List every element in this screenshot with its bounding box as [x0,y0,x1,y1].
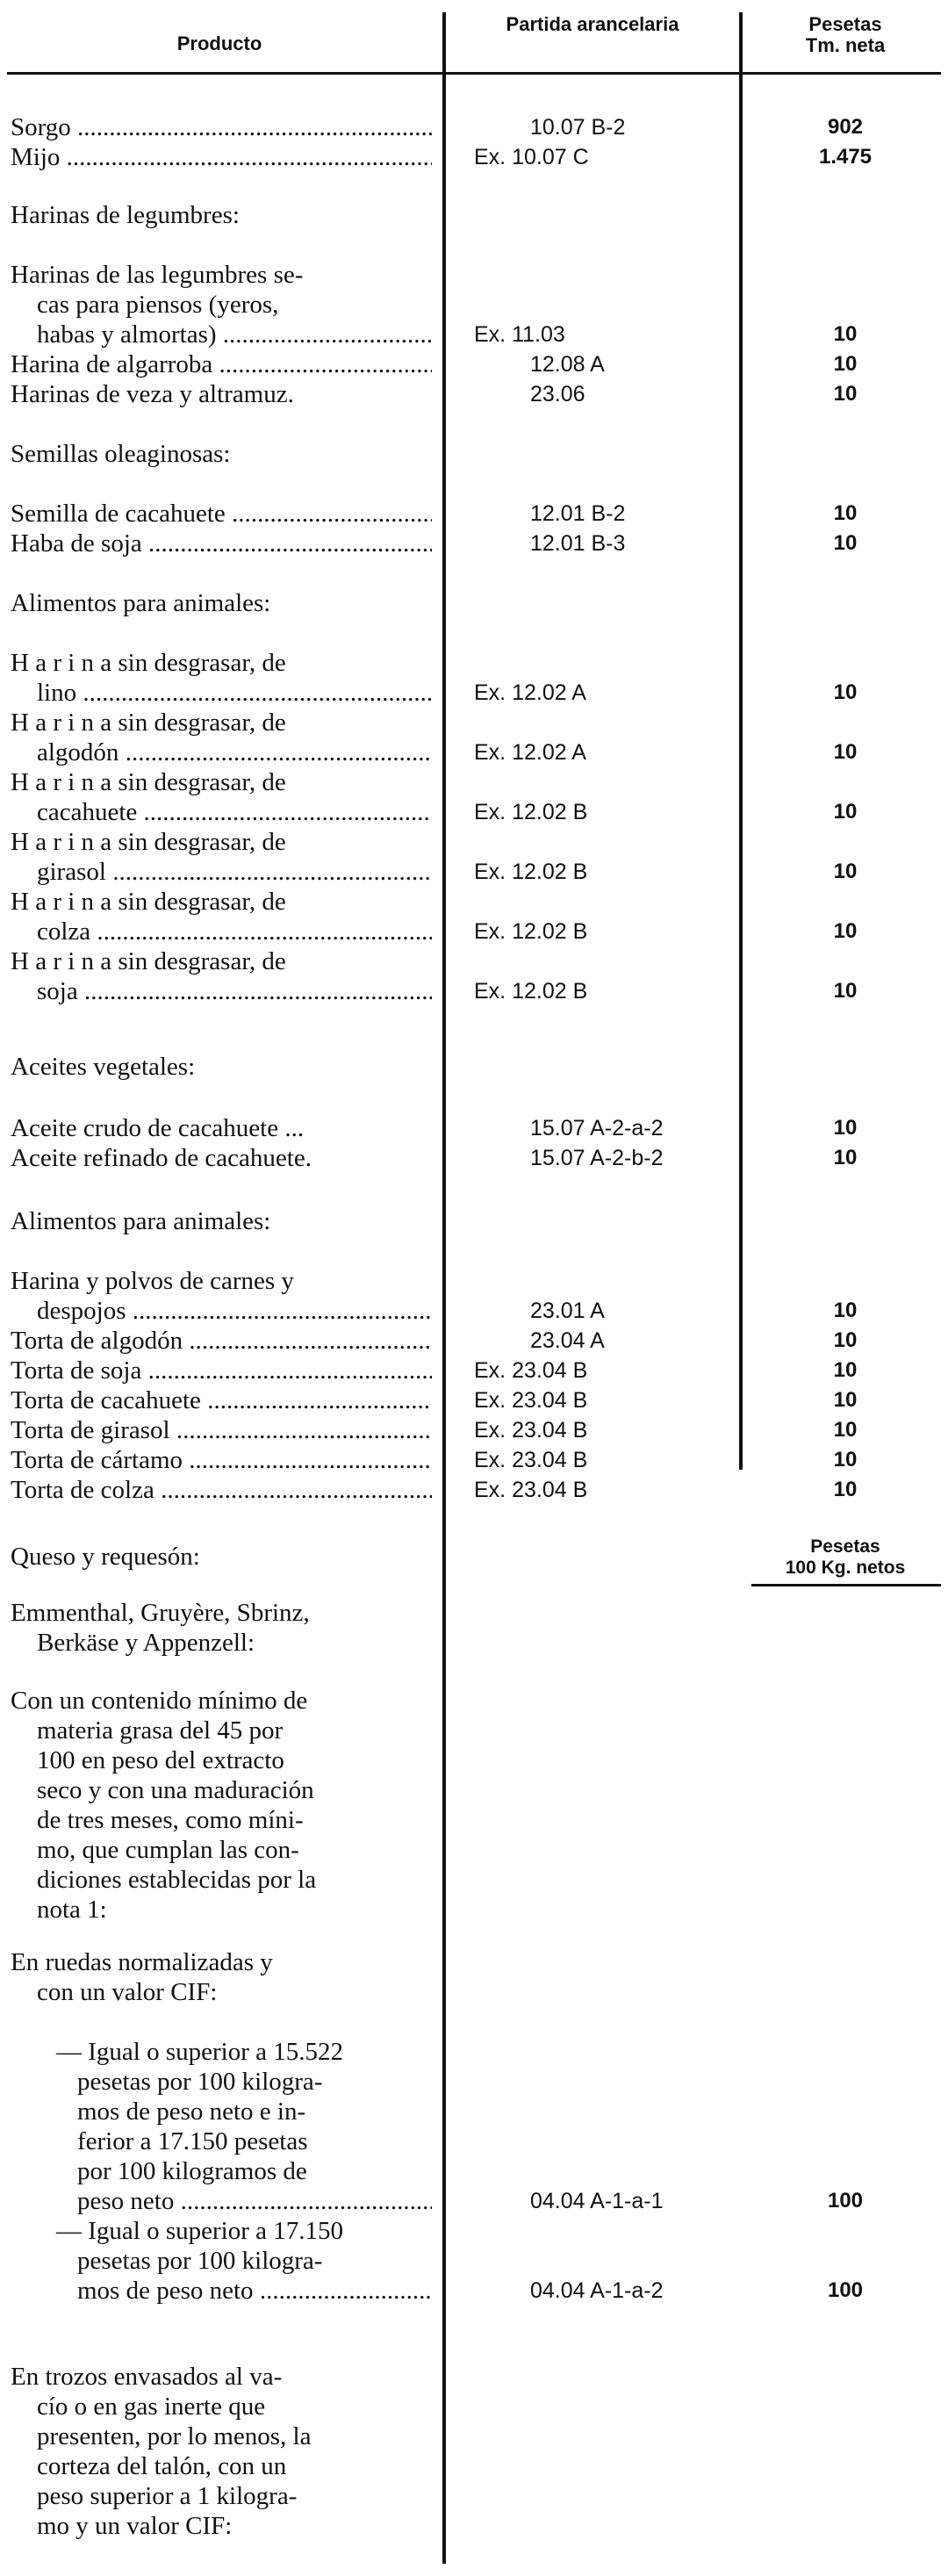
producto-cell: Torta de girasol ..... [11,1415,432,1445]
trozos-text [11,2362,311,2541]
table-row [0,2186,948,2216]
partida-cell: Ex. 12.02 B [474,979,588,1004]
text-line: Emmenthal, Gruyère, Sbrinz, [11,1599,310,1627]
text-line: nota 1: [37,1896,107,1924]
text-line: cas para piensos (yeros, [37,291,279,319]
pesetas-cell: 10 [833,1448,858,1471]
text-line: cío o en gas inerte que [37,2393,266,2421]
text-line: diciones establecidas por la [37,1866,317,1894]
producto-cell: colza ..... [37,917,432,946]
contenido-text [11,1686,316,1925]
section-heading: Harinas de legumbres: [11,201,240,229]
table-row [0,976,948,1006]
producto-cell: Aceite crudo de cacahuete ... [11,1114,305,1142]
table-row [0,738,948,767]
producto-cell: Harinas de veza y altramuz. [11,380,294,408]
text-line: mo y un valor CIF: [37,2512,233,2540]
pesetas-cell: 10 [833,979,858,1003]
igual-1-text [11,2037,343,2186]
partida-cell: 04.04 A-1-a-2 [530,2278,664,2303]
emmenthal-text [11,1598,310,1658]
table-row [0,112,948,142]
text-line: mo, que cumplan las con- [37,1836,299,1864]
partida-cell: Ex. 23.04 B [474,1358,588,1383]
text-line: En ruedas normalizadas y [11,1948,273,1976]
table-row [0,797,948,827]
producto-cell: Torta de cártamo ..... [11,1445,432,1475]
unit-header-100kg [746,1536,944,1579]
producto-cell: Torta de cacahuete ..... [11,1385,432,1415]
pesetas-cell: 10 [833,800,858,824]
pesetas-cell: 10 [833,1388,858,1412]
section-heading: Queso y requesón: [11,1543,200,1571]
table-row [0,857,948,887]
partida-cell: 04.04 A-1-a-1 [530,2189,664,2213]
partida-cell: Ex. 10.07 C [474,145,589,169]
section-heading: Aceites vegetales: [11,1053,196,1081]
text-line: materia grasa del 45 por [37,1716,284,1745]
table-row [0,1475,948,1505]
harina-line: H a r i n a sin desgrasar, de [11,828,286,856]
table-row [0,499,948,529]
pesetas-cell: 10 [833,1116,858,1140]
table-row [0,1326,948,1356]
text-line: Berkäse y Appenzell: [37,1629,255,1657]
section-heading: Alimentos para animales: [11,589,271,617]
table-row [0,1385,948,1415]
table-row [0,349,948,379]
text-line: peso superior a 1 kilogra- [37,2482,298,2510]
partida-cell: 23.04 A [530,1328,605,1353]
producto-cell: peso neto ..... [77,2186,432,2216]
producto-cell: girasol ..... [37,857,432,887]
text-line: 100 en peso del extracto [37,1746,284,1774]
partida-cell: Ex. 23.04 B [474,1418,588,1443]
pesetas-cell: 10 [833,1299,858,1322]
text-line: mos de peso neto e in- [77,2097,306,2126]
partida-cell: Ex. 12.02 A [474,680,586,705]
header-pesetas-line1: Pesetas [808,13,882,35]
partida-cell: Ex. 11.03 [474,322,565,347]
harina-line: H a r i n a sin desgrasar, de [11,649,286,677]
text-line: En trozos envasados al va- [11,2363,283,2391]
pesetas-cell: 902 [827,115,864,139]
table-row [0,2276,948,2306]
pesetas-cell: 10 [833,352,858,376]
text-line: corteza del talón, con un [37,2452,287,2480]
producto-cell: Aceite refinado de cacahuete. [11,1144,312,1172]
pesetas-cell: 10 [833,919,858,943]
pesetas-cell: 100 [827,2278,864,2302]
producto-cell: cacahuete ..... [37,797,432,827]
header-pesetas-line2: Tm. neta [805,34,886,56]
harina-line: H a r i n a sin desgrasar, de [11,947,286,975]
producto-cell: mos de peso neto ..... [77,2276,432,2306]
table-row [0,1415,948,1445]
text-line: Harinas de las legumbres se- [11,261,304,289]
producto-cell: Harina de algarroba ..... [11,349,432,379]
table-row [0,1445,948,1475]
table-row [0,142,948,172]
text-line: con un valor CIF: [37,1978,218,2006]
pesetas-cell: 10 [833,1478,858,1501]
producto-cell: soja ..... [37,976,432,1006]
text-line: de tres meses, como míni- [37,1806,304,1834]
table-row [0,379,948,409]
pesetas-cell: 10 [833,860,858,883]
text-line: por 100 kilogramos de [77,2157,307,2185]
text-line: seco y con una maduración [37,1776,314,1804]
partida-cell: Ex. 12.02 A [474,740,586,765]
harina-line: H a r i n a sin desgrasar, de [11,768,286,796]
partida-cell: 12.01 B-3 [530,531,626,556]
producto-cell: Semilla de cacahuete ..... [11,499,432,529]
partida-cell: 12.08 A [530,352,605,377]
pesetas-cell: 10 [833,680,858,704]
table-row [0,529,948,558]
harinas-legumbres-text [11,260,303,320]
table-row [0,320,948,349]
partida-cell: Ex. 23.04 B [474,1478,588,1502]
table-row [0,1296,948,1326]
partida-cell: Ex. 12.02 B [474,860,588,884]
text-line: — Igual o superior a 15.522 [56,2038,343,2066]
harina-polvos-line: Harina y polvos de carnes y [11,1267,294,1295]
partida-cell: 10.07 B-2 [530,115,626,140]
table-row [0,1356,948,1385]
table-row [0,1143,948,1173]
table-row [0,678,948,708]
text-line: ferior a 17.150 pesetas [77,2127,308,2155]
ruedas-text [11,1947,273,2007]
pesetas-cell: 10 [833,740,858,764]
unit-header-rule [751,1584,941,1587]
text-line: pesetas por 100 kilogra- [77,2068,323,2096]
producto-cell: algodón ..... [37,738,432,767]
producto-cell: habas y almortas) ..... [37,320,432,349]
header-pesetas [746,14,944,56]
partida-cell: 23.06 [530,382,585,407]
section-heading: Alimentos para animales: [11,1207,271,1235]
partida-cell: Ex. 23.04 B [474,1388,588,1413]
section-heading: Semillas oleaginosas: [11,440,231,468]
pesetas-cell: 10 [833,322,858,346]
producto-cell: lino ..... [37,678,432,708]
unit-header-line2: 100 Kg. netos [785,1558,906,1578]
producto-cell: Sorgo ..... [11,112,432,142]
producto-cell: Mijo ..... [11,142,432,172]
pesetas-cell: 100 [827,2189,864,2213]
pesetas-cell: 10 [833,1418,858,1442]
text-line: — Igual o superior a 17.150 [56,2217,343,2245]
header-rule [7,72,941,75]
igual-2-text [11,2216,343,2276]
header-partida-arancelaria: Partida arancelaria [506,13,679,35]
text-line: pesetas por 100 kilogra- [77,2247,323,2275]
partida-cell: 23.01 A [530,1299,605,1323]
header-producto: Producto [176,32,262,54]
producto-cell: Torta de soja ..... [11,1356,432,1385]
pesetas-cell: 10 [833,382,858,406]
producto-cell: Haba de soja ..... [11,529,432,558]
partida-cell: Ex. 12.02 B [474,800,588,824]
producto-cell: Torta de colza ..... [11,1475,432,1505]
partida-cell: 12.01 B-2 [530,501,626,526]
partida-cell: Ex. 12.02 B [474,919,588,944]
pesetas-cell: 1.475 [818,145,873,169]
pesetas-cell: 10 [833,531,858,555]
harina-line: H a r i n a sin desgrasar, de [11,709,286,737]
table-row [0,917,948,946]
partida-cell: 15.07 A-2-a-2 [530,1116,664,1140]
pesetas-cell: 10 [833,501,858,525]
pesetas-cell: 10 [833,1146,858,1169]
text-line: Con un contenido mínimo de [11,1687,308,1715]
partida-cell: Ex. 23.04 B [474,1448,588,1472]
harina-line: H a r i n a sin desgrasar, de [11,888,286,916]
table-row [0,1113,948,1143]
producto-cell: Torta de algodón ..... [11,1326,432,1356]
text-line: presenten, por lo menos, la [37,2422,312,2450]
partida-cell: 15.07 A-2-b-2 [530,1146,664,1170]
unit-header-line1: Pesetas [810,1536,880,1557]
pesetas-cell: 10 [833,1328,858,1352]
producto-cell: despojos ..... [37,1296,432,1326]
pesetas-cell: 10 [833,1358,858,1382]
